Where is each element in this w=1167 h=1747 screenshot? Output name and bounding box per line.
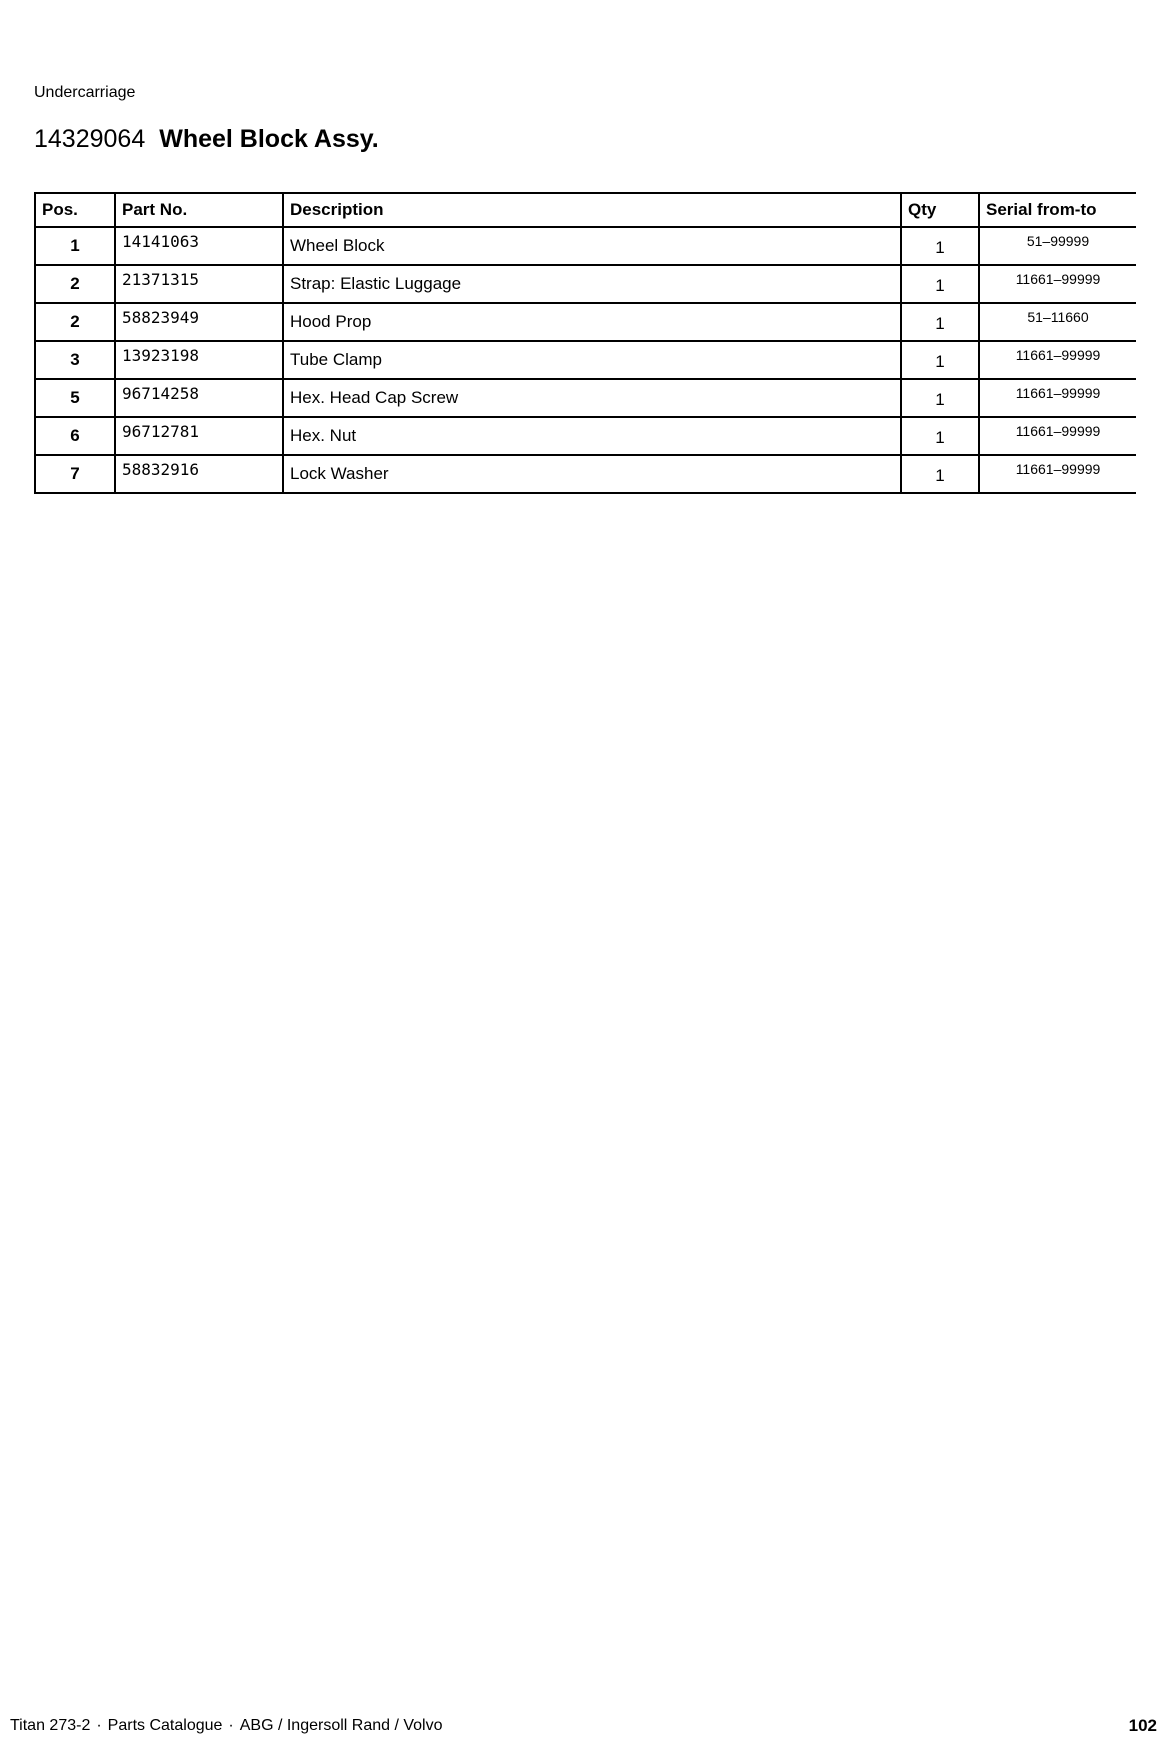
serial-cell: 11661–99999 — [979, 379, 1136, 417]
serial-cell: 11661–99999 — [979, 341, 1136, 379]
qty-cell: 1 — [901, 379, 979, 417]
serial-cell: 51–99999 — [979, 227, 1136, 265]
serial-cell: 11661–99999 — [979, 265, 1136, 303]
footer-info — [10, 1716, 443, 1736]
description-cell: Hex. Head Cap Screw — [283, 379, 901, 417]
part-no-cell: 58832916 — [115, 455, 283, 493]
assembly-name: Wheel Block Assy. — [159, 125, 379, 153]
pos-cell: 2 — [35, 303, 115, 341]
footer-model: Titan 273-2 — [10, 1717, 91, 1734]
qty-cell: 1 — [901, 265, 979, 303]
assembly-number: 14329064 — [34, 125, 146, 153]
qty-cell: 1 — [901, 417, 979, 455]
table-row — [35, 265, 1136, 303]
part-no-cell: 14141063 — [115, 227, 283, 265]
description-cell: Hood Prop — [283, 303, 901, 341]
footer-separator: · — [96, 1717, 102, 1734]
pos-cell: 6 — [35, 417, 115, 455]
description-cell: Hex. Nut — [283, 417, 901, 455]
footer-doc: Parts Catalogue — [107, 1717, 223, 1734]
page-number: 102 — [1128, 1716, 1157, 1735]
table-row — [35, 417, 1136, 455]
table-row — [35, 379, 1136, 417]
qty-cell: 1 — [901, 303, 979, 341]
description-cell: Tube Clamp — [283, 341, 901, 379]
header-qty: Qty — [901, 193, 979, 227]
qty-cell: 1 — [901, 455, 979, 493]
pos-cell: 7 — [35, 455, 115, 493]
table-header-row — [35, 193, 1136, 227]
description-cell: Wheel Block — [283, 227, 901, 265]
part-no-cell: 58823949 — [115, 303, 283, 341]
table-row — [35, 455, 1136, 493]
description-cell: Lock Washer — [283, 455, 901, 493]
pos-cell: 3 — [35, 341, 115, 379]
table-row — [35, 303, 1136, 341]
serial-cell: 11661–99999 — [979, 417, 1136, 455]
header-pos: Pos. — [35, 193, 115, 227]
qty-cell: 1 — [901, 341, 979, 379]
table-row — [35, 341, 1136, 379]
qty-cell: 1 — [901, 227, 979, 265]
part-no-cell: 96714258 — [115, 379, 283, 417]
serial-cell: 51–11660 — [979, 303, 1136, 341]
header-part-no: Part No. — [115, 193, 283, 227]
part-no-cell: 13923198 — [115, 341, 283, 379]
pos-cell: 1 — [35, 227, 115, 265]
serial-cell: 11661–99999 — [979, 455, 1136, 493]
section-label: Undercarriage — [34, 84, 136, 101]
pos-cell: 2 — [35, 265, 115, 303]
part-no-cell: 21371315 — [115, 265, 283, 303]
parts-table — [34, 192, 1136, 494]
header-description: Description — [283, 193, 901, 227]
footer-brands: ABG / Ingersoll Rand / Volvo — [239, 1717, 443, 1734]
table-row — [35, 227, 1136, 265]
part-no-cell: 96712781 — [115, 417, 283, 455]
assembly-title — [34, 124, 379, 154]
footer-separator: · — [228, 1717, 234, 1734]
header-serial: Serial from-to — [979, 193, 1136, 227]
description-cell: Strap: Elastic Luggage — [283, 265, 901, 303]
pos-cell: 5 — [35, 379, 115, 417]
